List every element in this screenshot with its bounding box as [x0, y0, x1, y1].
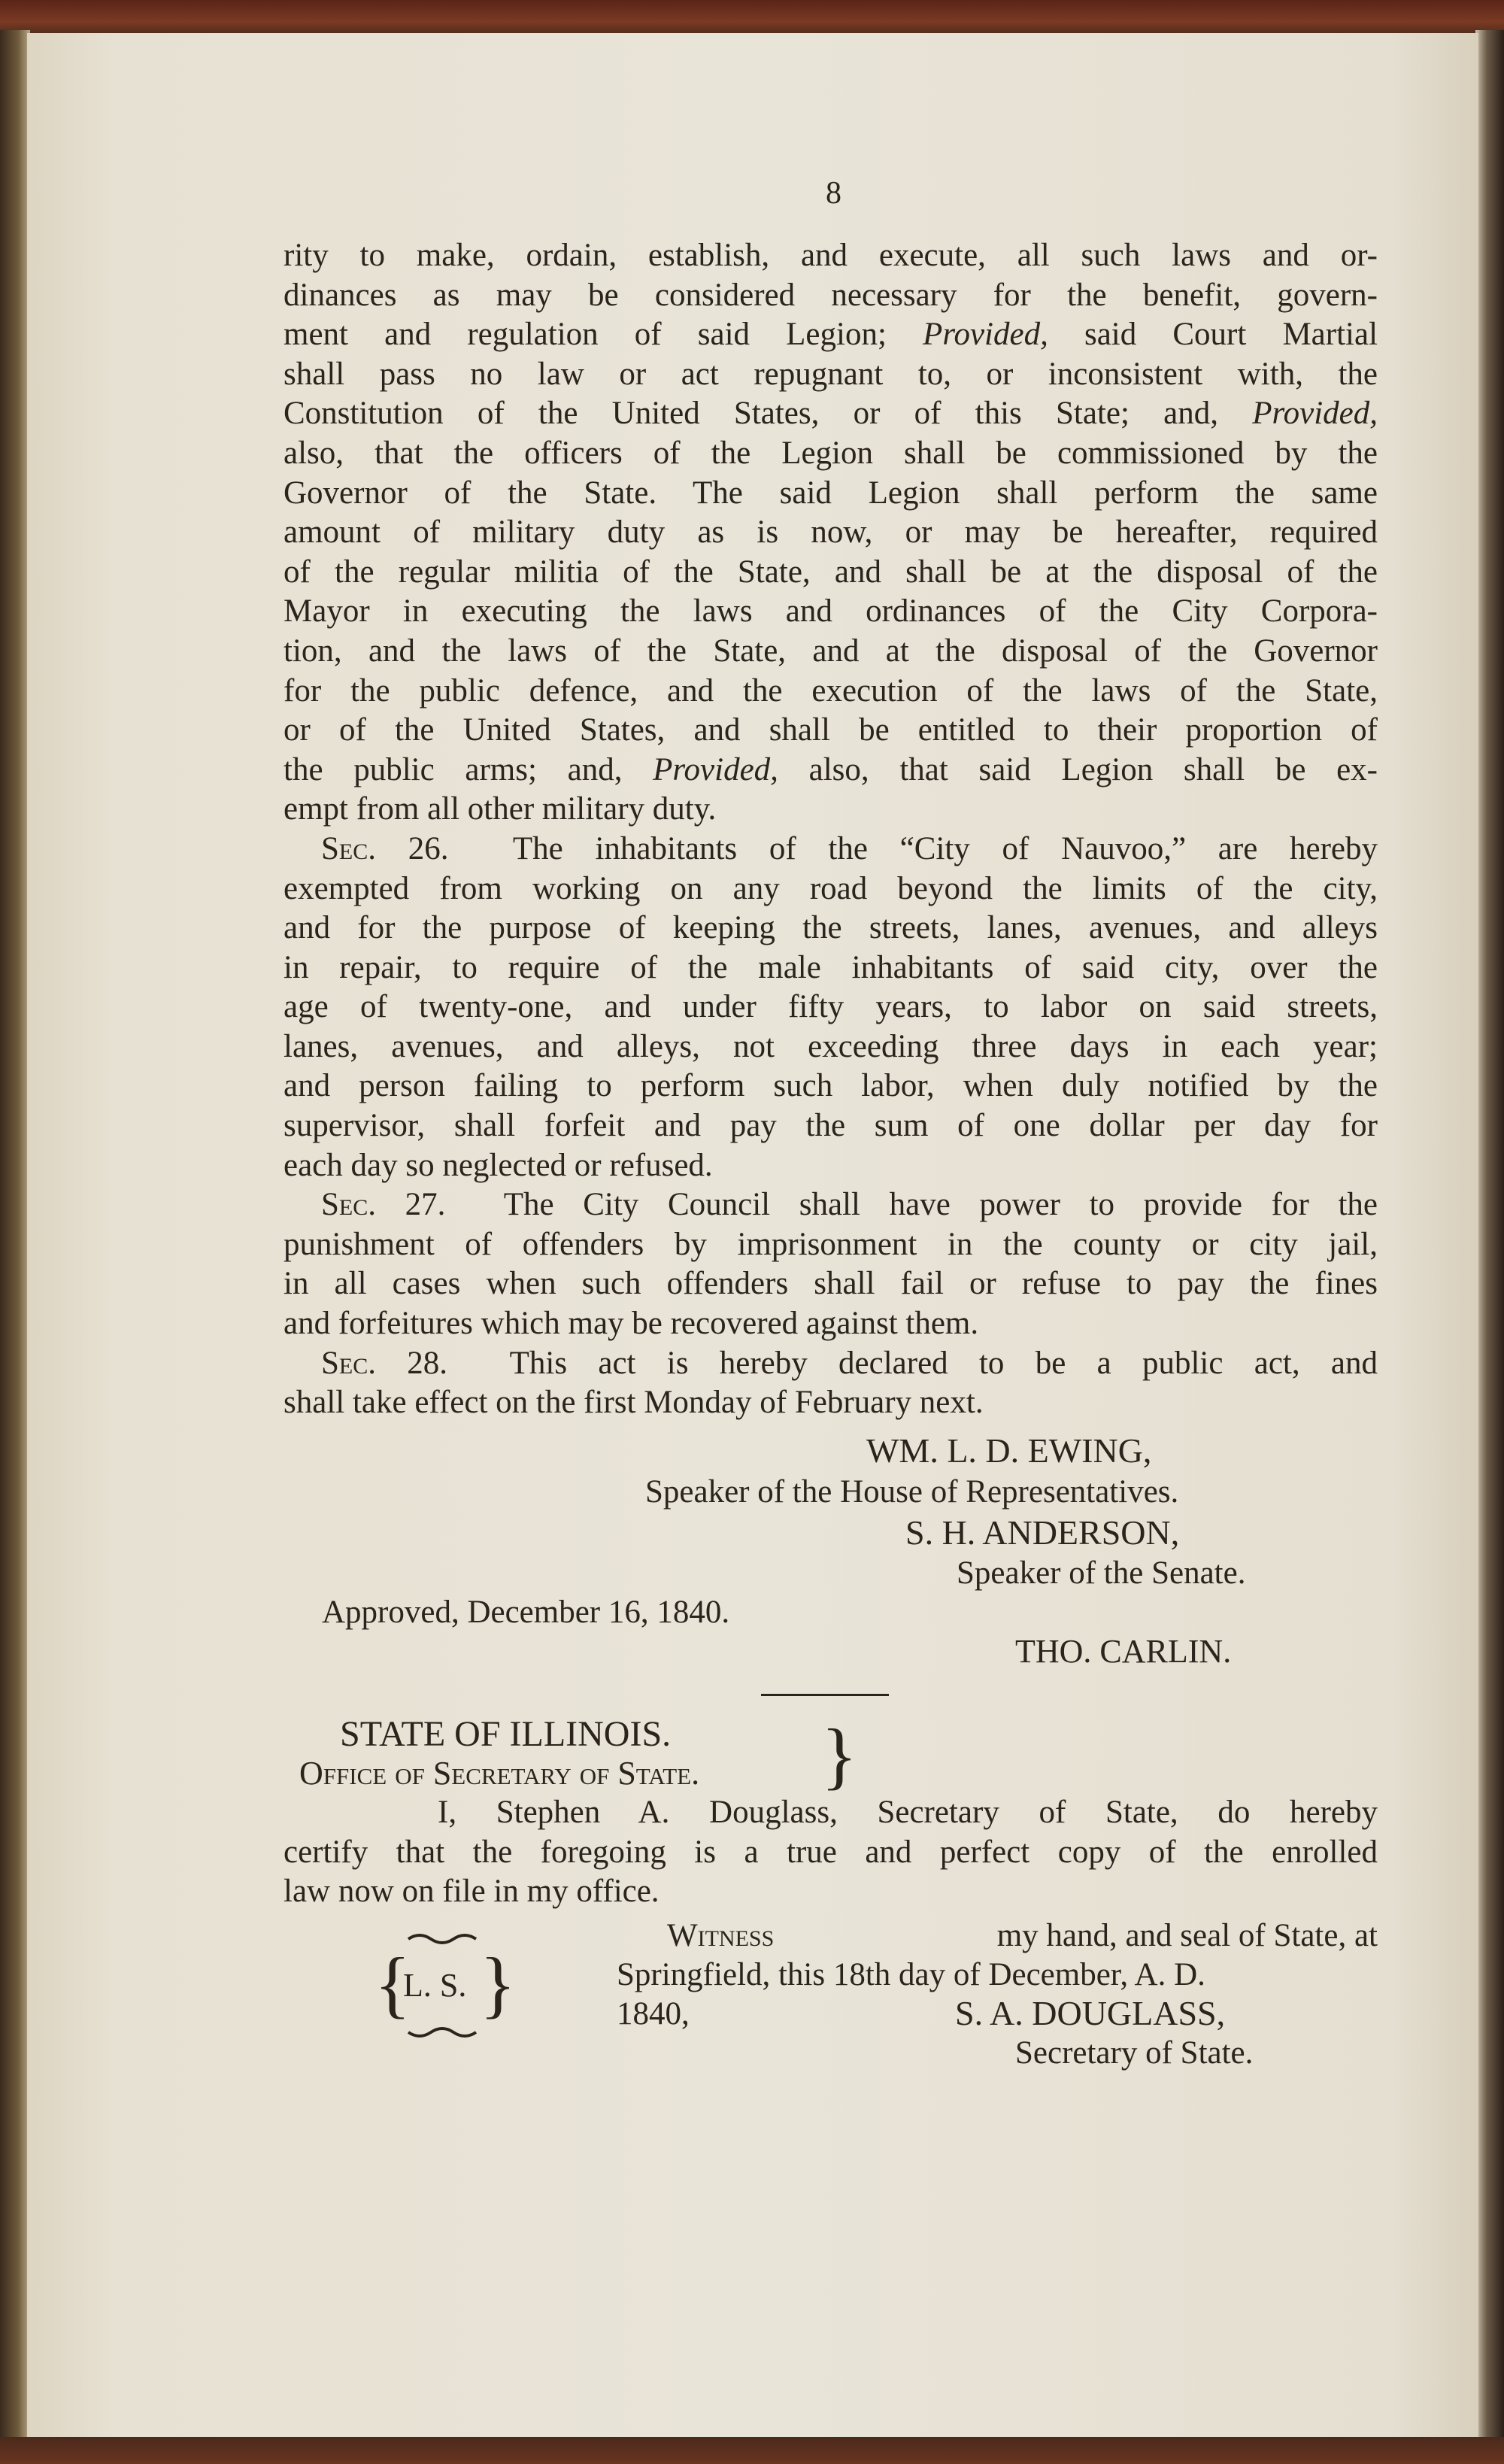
- book-bottom-edge: [0, 2437, 1504, 2464]
- text-line: each day so neglected or refused.: [284, 1147, 713, 1183]
- secretary-name: S. A. DOUGLASS,: [955, 1994, 1226, 2032]
- text-line: rity to make, ordain, establish, and execute, all such laws and or-: [284, 238, 1378, 273]
- sec26-line: Sec. 26. The inhabitants of the “City of Nauvoo,” are hereby: [321, 830, 1378, 866]
- text-line: and for the purpose of keeping the streets, lanes, avenues, and alleys: [284, 910, 1378, 946]
- section-label: Sec. 28.: [321, 1345, 448, 1381]
- seal-right-brace-icon: }: [480, 1942, 516, 2026]
- witness-line-2: Springfield, this 18th day of December, A. D.: [617, 1957, 1205, 1992]
- text-line: punishment of offenders by imprisonment in the county or city jail,: [284, 1226, 1378, 1262]
- text-line: age of twenty-one, and under fifty years, to labor on said streets,: [284, 989, 1378, 1025]
- book-spine-edge: [0, 30, 30, 2437]
- speaker-house-name: WM. L. D. EWING,: [866, 1431, 1152, 1470]
- text-line: lanes, avenues, and alleys, not exceeding three days in each year;: [284, 1028, 1378, 1064]
- brace-icon: }: [821, 1713, 857, 1797]
- provided-italic: Provided,: [923, 317, 1048, 353]
- secretary-title: Secretary of State.: [1015, 2035, 1254, 2071]
- witness-line: [667, 1919, 1378, 1952]
- speaker-senate-title: Speaker of the Senate.: [957, 1555, 1246, 1591]
- book-right-edge: [1475, 30, 1504, 2437]
- text-line: I, Stephen A. Douglass, Secretary of State, do hereby: [438, 1795, 1378, 1830]
- book-top-edge: [0, 0, 1504, 36]
- text-line: exempted from working on any road beyond the limits of the city,: [284, 870, 1378, 906]
- state-heading: STATE OF ILLINOIS.: [340, 1714, 672, 1754]
- witness-text: my hand, and seal of State, at: [996, 1918, 1378, 1953]
- text-line: and forfeitures which may be recovered against them.: [284, 1306, 979, 1342]
- text-line: amount of military duty as is now, or may be hereafter, required: [284, 514, 1378, 551]
- office-heading: Office of Secretary of State.: [299, 1755, 700, 1792]
- text-line: ment and regulation of said Legion; Provided, said Court Martial: [284, 317, 1378, 353]
- speaker-senate-name: S. H. ANDERSON,: [905, 1513, 1180, 1552]
- text-line: in all cases when such offenders shall fail or refuse to pay the fines: [284, 1266, 1378, 1302]
- approved-date: Approved, December 16, 1840.: [322, 1595, 730, 1630]
- text-line: and person failing to perform such labor, when duly notified by the: [284, 1068, 1378, 1104]
- section-label: Sec. 26.: [321, 830, 449, 866]
- seal: [374, 1925, 516, 2046]
- sec28-line: Sec. 28. This act is hereby declared to be a public act, and: [321, 1345, 1378, 1381]
- speaker-house-title: Speaker of the House of Representatives.: [645, 1474, 1179, 1510]
- seal-left-brace-icon: {: [374, 1942, 411, 2026]
- text-line: supervisor, shall forfeit and pay the sum of one dollar per day for: [284, 1108, 1378, 1144]
- text-line: of the regular militia of the State, and shall be at the disposal of the: [284, 554, 1378, 590]
- provided-italic: Provided,: [1252, 396, 1378, 432]
- text-line: Mayor in executing the laws and ordinances of the City Corpora-: [284, 593, 1378, 630]
- text-line: empt from all other military duty.: [284, 791, 717, 827]
- text-line: shall pass no law or act repugnant to, or inconsistent with, the: [284, 356, 1378, 392]
- certificate-year: 1840,: [617, 1996, 690, 2032]
- text-line: law now on file in my office.: [284, 1874, 660, 1910]
- text-line: or of the United States, and shall be entitled to their proportion of: [284, 712, 1378, 748]
- text-line: in repair, to require of the male inhabitants of said city, over the: [284, 949, 1378, 985]
- certificate-text: [284, 1793, 1378, 1912]
- text-line: tion, and the laws of the State, and at the disposal of the Governor: [284, 633, 1378, 669]
- text-line: Constitution of the United States, or of this State; and, Provided,: [284, 396, 1378, 432]
- text-line: also, that the officers of the Legion shall be commissioned by the: [284, 435, 1378, 471]
- body-text: [284, 236, 1378, 1423]
- text-line: certify that the foregoing is a true and perfect copy of the enrolled: [284, 1834, 1378, 1870]
- text-line: dinances as may be considered necessary for the benefit, govern-: [284, 277, 1378, 313]
- divider-rule: [761, 1694, 889, 1696]
- page-number: 8: [826, 176, 841, 211]
- text-line: the public arms; and, Provided, also, that said Legion shall be ex-: [284, 751, 1378, 787]
- seal-label: L. S.: [403, 1967, 467, 2004]
- governor-name: THO. CARLIN.: [1015, 1633, 1232, 1670]
- text-line: for the public defence, and the execution of the laws of the State,: [284, 672, 1378, 709]
- sec27-line: Sec. 27. The City Council shall have power to provide for the: [321, 1187, 1378, 1223]
- witness-word: Witness: [667, 1918, 775, 1953]
- text-line: Governor of the State. The said Legion shall perform the same: [284, 475, 1378, 511]
- provided-italic: Provided,: [653, 751, 778, 787]
- text-line: shall take effect on the first Monday of February next.: [284, 1385, 984, 1421]
- section-label: Sec. 27.: [321, 1187, 446, 1223]
